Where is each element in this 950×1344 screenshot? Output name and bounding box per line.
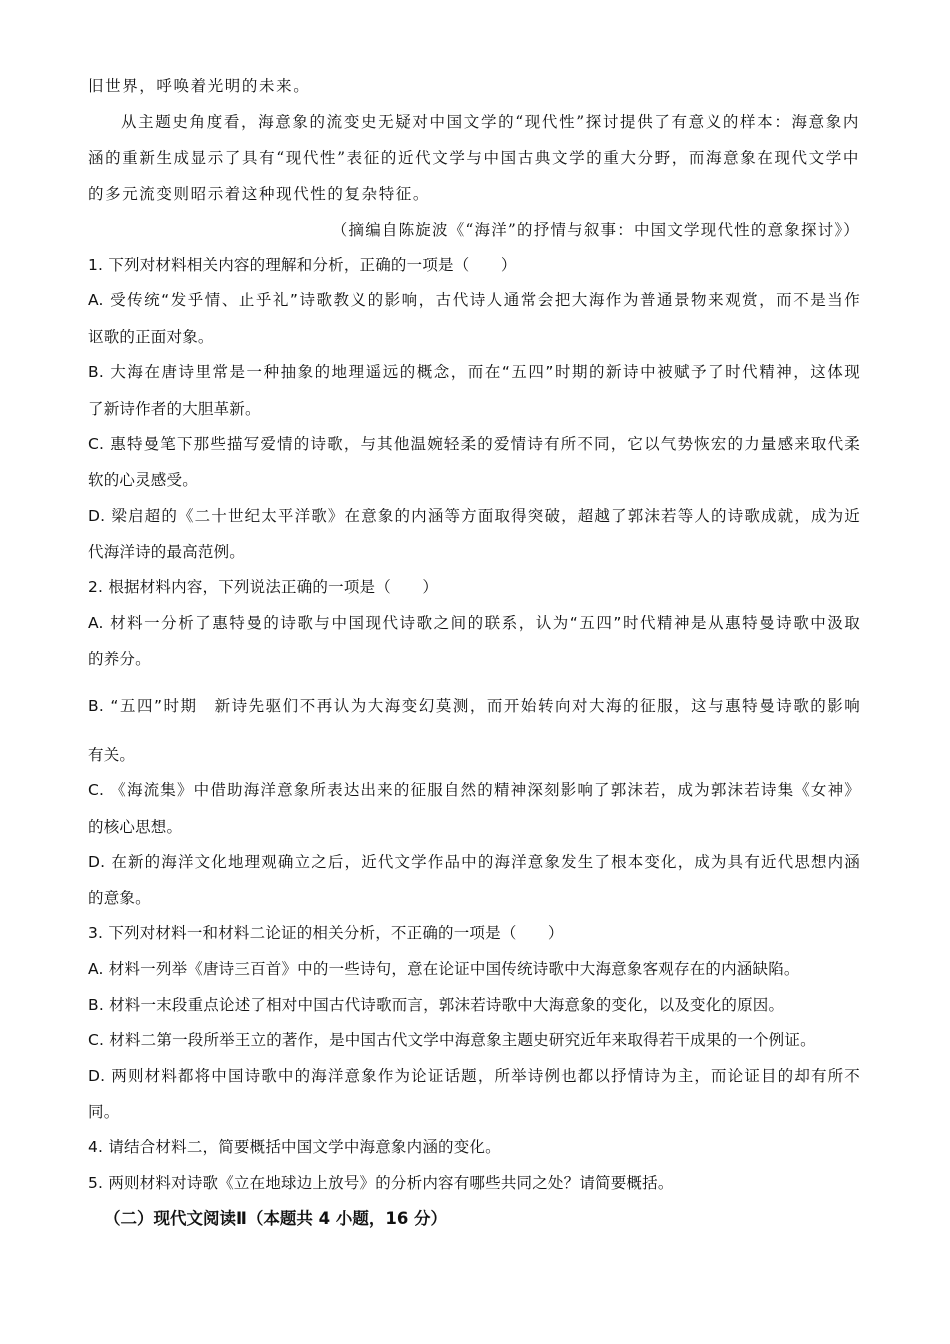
- passage-paragraph-line: 从主题史角度看，海意象的流变史无疑对中国文学的“现代性”探讨提供了有意义的样本：海意象内: [121, 113, 860, 131]
- option-line: 了新诗作者的大胆革新。: [88, 400, 261, 418]
- passage-paragraph-line: 涵的重新生成显示了具有“现代性”表征的近代文学与中国古典文学的重大分野，而海意象在现代文学中: [88, 149, 860, 167]
- option-line: B. 材料一末段重点论述了相对中国古代诗歌而言，郭沫若诗歌中大海意象的变化，以及变化的原因。: [88, 996, 785, 1014]
- option-line: B. 大海在唐诗里常是一种抽象的地理遥远的概念，而在“五四”时期的新诗中被赋予了时代精神，这体现: [88, 363, 860, 381]
- question-stem: 3. 下列对材料一和材料二论证的相关分析，不正确的一项是（ ）: [88, 924, 564, 942]
- passage-source: （摘编自陈旋波《“海洋”的抒情与叙事：中国文学现代性的意象探讨》）: [331, 221, 860, 239]
- passage-text-line: 旧世界，呼唤着光明的未来。: [88, 77, 311, 95]
- section-heading: （二）现代文阅读Ⅱ（本题共 4 小题，16 分）: [104, 1209, 448, 1228]
- option-line: C. 材料二第一段所举王立的著作，是中国古代文学中海意象主题史研究近年来取得若干成果的一个例证。: [88, 1031, 816, 1049]
- option-line: 软的心灵感受。: [88, 471, 198, 489]
- option-line: A. 材料一分析了惠特曼的诗歌与中国现代诗歌之间的联系，认为“五四”时代精神是从惠特曼诗歌中汲取: [88, 614, 860, 632]
- option-line: A. 受传统“发乎情、止乎礼”诗歌教义的影响，古代诗人通常会把大海作为普通景物来观赏，而不是当作: [88, 291, 860, 309]
- option-line: D. 在新的海洋文化地理观确立之后，近代文学作品中的海洋意象发生了根本变化，成为具有近代思想内涵: [88, 853, 860, 871]
- question-stem: 5. 两则材料对诗歌《立在地球边上放号》的分析内容有哪些共同之处？请简要概括。: [88, 1174, 674, 1192]
- question-stem: 4. 请结合材料二，简要概括中国文学中海意象内涵的变化。: [88, 1138, 501, 1156]
- option-line: 代海洋诗的最高范例。: [88, 543, 246, 561]
- option-line: A. 材料一列举《唐诗三百首》中的一些诗句，意在论证中国传统诗歌中大海意象客观存在的内涵缺陷。: [88, 960, 800, 978]
- passage-paragraph-line: 的多元流变则昭示着这种现代性的复杂特征。: [88, 185, 431, 203]
- option-line: D. 梁启超的《二十世纪太平洋歌》在意象的内涵等方面取得突破，超越了郭沫若等人的诗歌成就，成为近: [88, 507, 860, 525]
- option-line: 的意象。: [88, 889, 151, 907]
- option-line: D. 两则材料都将中国诗歌中的海洋意象作为论证话题，所举诗例也都以抒情诗为主，而论证目的却有所不: [88, 1067, 860, 1085]
- option-line: 有关。: [88, 746, 136, 764]
- option-line: C. 《海流集》中借助海洋意象所表达出来的征服自然的精神深刻影响了郭沫若，成为郭沫若诗集《女神》: [88, 781, 860, 799]
- option-line: 同。: [88, 1103, 120, 1121]
- option-line: 的核心思想。: [88, 818, 183, 836]
- option-line: 讴歌的正面对象。: [88, 328, 214, 346]
- option-line: B. “五四”时期 新诗先驱们不再认为大海变幻莫测，而开始转向对大海的征服，这与惠特曼诗歌的影响: [88, 697, 860, 715]
- question-stem: 2. 根据材料内容，下列说法正确的一项是（ ）: [88, 578, 439, 596]
- option-line: 的养分。: [88, 650, 151, 668]
- question-stem: 1. 下列对材料相关内容的理解和分析，正确的一项是（ ）: [88, 256, 517, 274]
- option-line: C. 惠特曼笔下那些描写爱情的诗歌，与其他温婉轻柔的爱情诗有所不同，它以气势恢宏的力量感来取代柔: [88, 435, 860, 453]
